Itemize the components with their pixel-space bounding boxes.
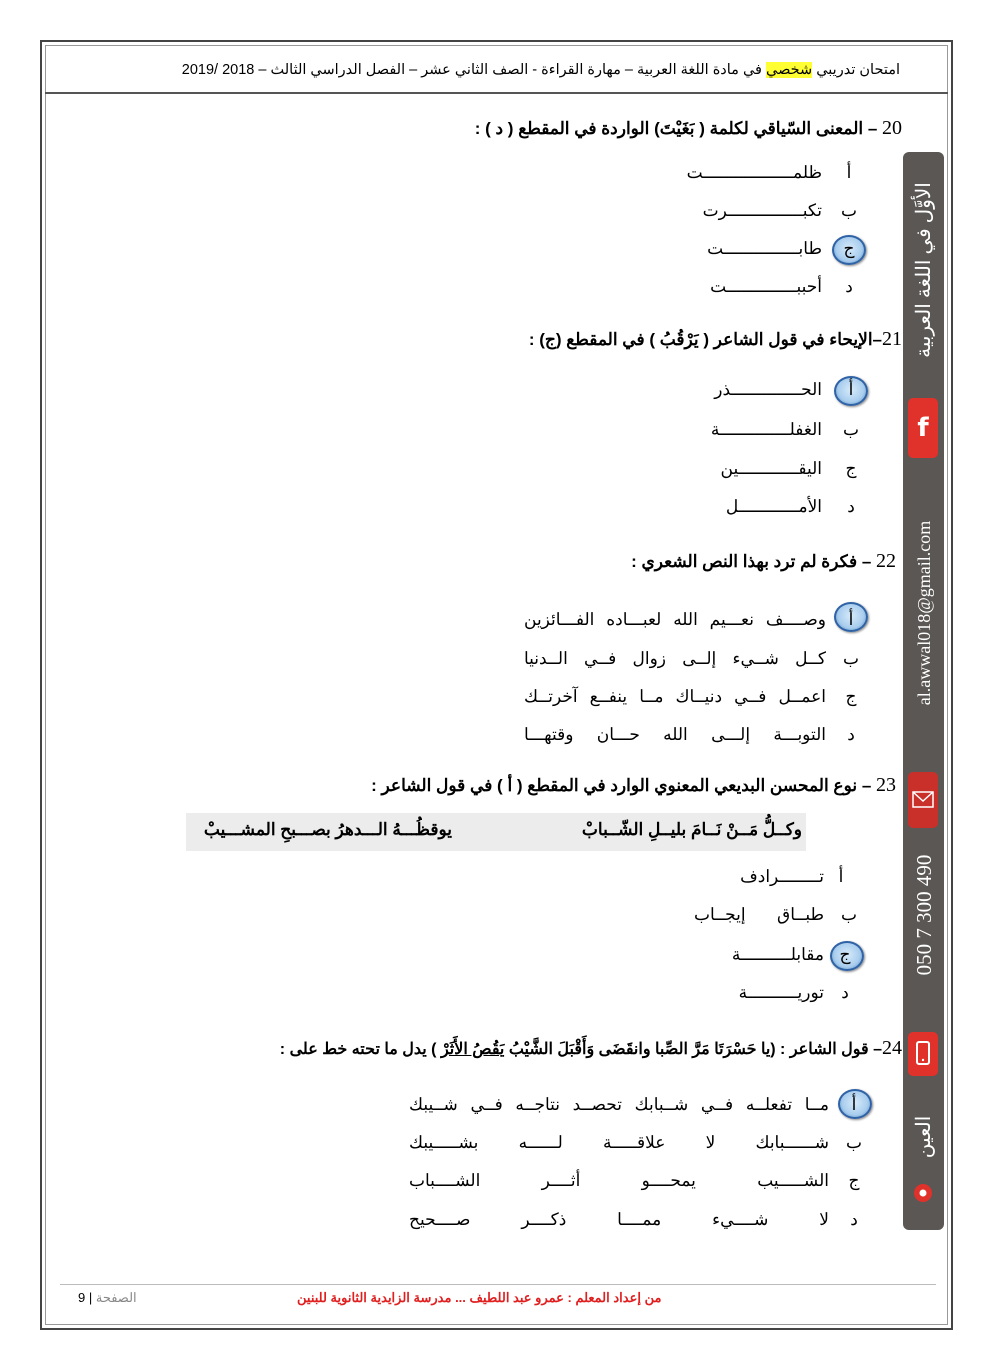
option-text: وصــــف نعـــيم الله لعبـــاده الفـــائزين: [524, 610, 826, 629]
option-text: طابـــــــــــــــت: [707, 239, 822, 258]
option-text: الغفلــــــــــــــة: [710, 420, 822, 439]
option-letter: ب: [840, 201, 857, 220]
option-22-d[interactable]: [510, 720, 870, 750]
option-letter: د: [847, 725, 855, 744]
option-text: الأمــــــــــــل: [725, 497, 822, 516]
option-letter: ج: [848, 1171, 860, 1190]
option-20-b[interactable]: [600, 196, 870, 226]
option-text: التوبـــة إلـــى الله حـــان وقتهـــا: [524, 725, 826, 744]
option-text: مــا تفعلــه فــي شــبابك تحصــد نتاجــه فــي شــيبك: [409, 1095, 829, 1114]
side-location: العين: [913, 1115, 935, 1159]
side-phone[interactable]: 050 7 300 490: [912, 854, 936, 976]
page-number: 9: [78, 1290, 86, 1305]
verse-first-hemistich: وكــلُّ مَــنْ نَــامَ بليــلِ الشّــبابْ: [581, 820, 802, 839]
header-text-start: امتحان تدريبي: [812, 62, 900, 78]
option-letter: د: [841, 983, 849, 1002]
option-20-a[interactable]: [600, 158, 870, 188]
option-24-c[interactable]: [395, 1166, 875, 1196]
option-23-d[interactable]: [670, 978, 870, 1008]
option-text: ظلمــــــــــــــــــت: [686, 163, 822, 182]
question-text: – نوع المحسن البديعي المعنوي الوارد في المقطع ( أ ) في قول الشاعر :: [371, 776, 876, 795]
option-letter: أ: [848, 380, 854, 399]
question-number: 22: [876, 550, 896, 572]
location-pin-icon: [910, 1182, 936, 1206]
phone-icon[interactable]: [908, 1032, 938, 1076]
question-text: – المعنى السّياقي لكلمة ( بَغَيْتَ) الواردة في المقطع ( د ) :: [474, 119, 882, 138]
question-20: [475, 117, 902, 140]
side-email[interactable]: al.awwal018@gmail.com: [914, 520, 934, 706]
option-20-c[interactable]: [600, 234, 870, 264]
option-text: لا شــــيء ممــــا ذكــــر صــــحيح: [409, 1210, 829, 1229]
question-number: 23: [876, 774, 896, 796]
option-letter: أ: [838, 867, 844, 886]
option-22-a[interactable]: [510, 605, 870, 635]
option-letter: ب: [842, 420, 859, 439]
option-text: أحببــــــــــــــت: [710, 277, 822, 296]
option-20-d[interactable]: [600, 272, 870, 302]
option-24-a[interactable]: [395, 1090, 875, 1120]
footer-page: [78, 1290, 137, 1306]
question-number: 24: [882, 1037, 902, 1059]
option-letter: أ: [846, 163, 852, 182]
option-24-d[interactable]: [395, 1205, 875, 1235]
facebook-icon[interactable]: f: [908, 398, 938, 458]
option-21-b[interactable]: [640, 415, 870, 445]
option-letter: د: [847, 497, 855, 516]
header-highlight: شخصي: [766, 62, 813, 78]
option-21-a[interactable]: [640, 375, 870, 405]
option-text: شــــــبابك لا علاقـــــة لــــــه بشـــــيبك: [409, 1133, 829, 1152]
option-text: مقابلــــــــــة: [731, 945, 824, 964]
header-text-end: في مادة اللغة العربية – مهارة القراءة - الصف الثاني عشر – الفصل الدراسي الثالث – 2018 /2019: [181, 62, 767, 78]
page-label: الصفحة: [95, 1290, 137, 1305]
option-22-c[interactable]: [510, 682, 870, 712]
option-text: الشـــــيب يمحــــو أثــــر الشــــباب: [409, 1171, 829, 1190]
question-number: 21: [882, 328, 902, 350]
option-text: الحــــــــــــــذر: [714, 380, 822, 399]
option-text: اعمــل فــي دنيــاك مــا ينفــع آخرتــك: [524, 687, 826, 706]
option-text: توريــــــــــة: [738, 983, 824, 1002]
option-21-d[interactable]: [640, 492, 870, 522]
option-text: تــــــــرادف: [740, 867, 824, 886]
option-23-c[interactable]: [670, 940, 870, 970]
option-24-b[interactable]: [395, 1128, 875, 1158]
option-23-b[interactable]: [670, 900, 870, 930]
header-divider: [45, 92, 948, 94]
question-text: – قول الشاعر : (يا حَسْرَتَا مَرَّ الصِّبا وانقَضَى وَأَقْبَلَ الشَّيْبُ: [504, 1041, 882, 1058]
verse-second-hemistich: يوقظُـــهُ الـــدهرُ بصـــبحِ المشـــيبْ: [203, 820, 452, 839]
option-21-c[interactable]: [640, 454, 870, 484]
option-22-b[interactable]: [510, 644, 870, 674]
option-letter: ج: [845, 687, 857, 706]
option-text: كــل شــيء إلــى زوال فــي الــدنيا: [524, 649, 826, 668]
question-23: [371, 774, 896, 797]
option-letter: ج: [839, 945, 851, 964]
question-text: –الإيحاء في قول الشاعر ( يَرْقُبُ ) في المقطع (ج) :: [528, 330, 882, 349]
question-24: [280, 1037, 902, 1060]
option-23-a[interactable]: [670, 862, 870, 892]
question-21: [529, 328, 902, 351]
underlined-phrase: يَقُصُ الأَثَرْ: [440, 1041, 505, 1058]
footer-author: من إعداد المعلم : عمرو عبد اللطيف ... مدرسة الزايدية الثانوية للبنين: [297, 1290, 662, 1305]
question-text-end: ) يدل ما تحته خط على :: [279, 1041, 441, 1058]
option-letter: ب: [840, 905, 857, 924]
option-letter: أ: [848, 610, 854, 629]
side-brand: الأوَّل في اللغة العربية: [913, 182, 935, 358]
footer-divider: [60, 1284, 936, 1285]
option-text: اليقــــــــــــين: [720, 459, 822, 478]
option-letter: ج: [845, 459, 857, 478]
page-separator: |: [85, 1290, 93, 1305]
question-number: 20: [882, 117, 902, 139]
option-letter: ج: [843, 239, 855, 258]
option-letter: د: [850, 1210, 858, 1229]
question-text: – فكرة لم ترد بهذا النص الشعري :: [631, 552, 876, 571]
option-letter: أ: [851, 1095, 857, 1114]
option-letter: ب: [845, 1133, 862, 1152]
option-letter: ب: [842, 649, 859, 668]
question-22: [631, 550, 896, 573]
option-letter: د: [845, 277, 853, 296]
option-text: طبــاق إيجــاب: [694, 905, 824, 924]
option-text: تكبـــــــــــــــرت: [702, 201, 822, 220]
exam-header: [60, 62, 900, 78]
